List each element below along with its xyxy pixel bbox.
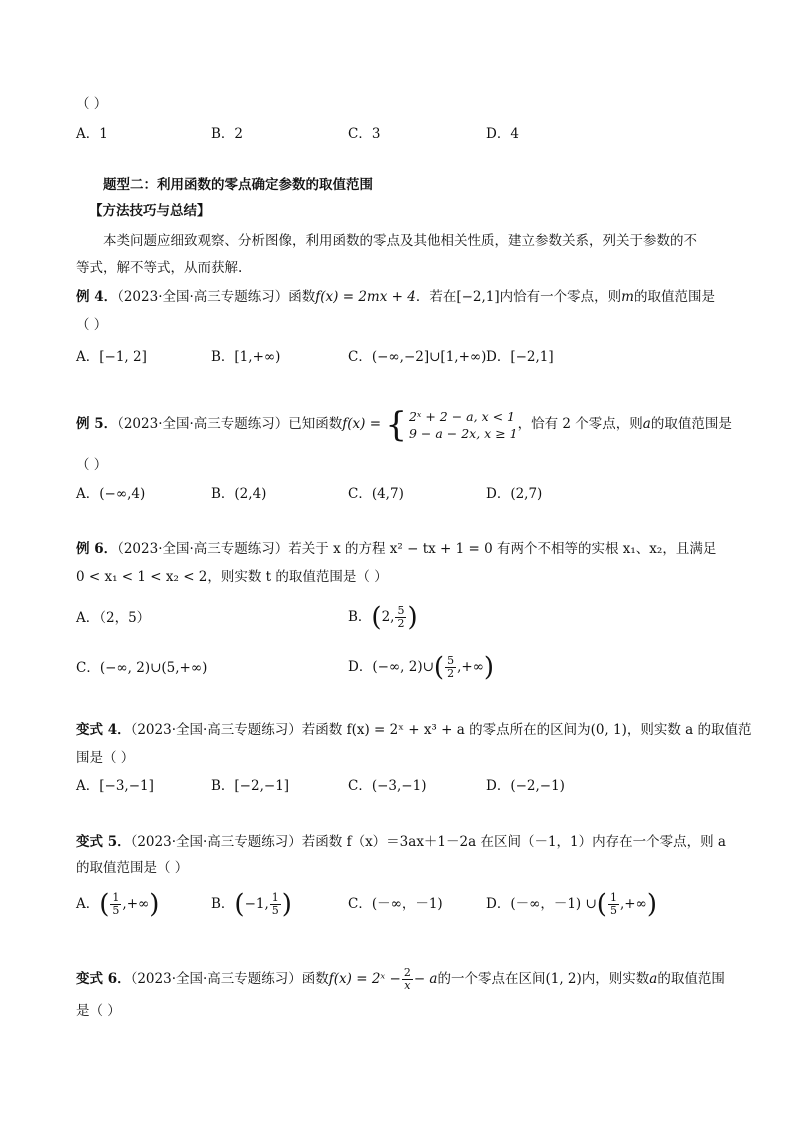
paren-close: ) <box>281 889 292 920</box>
denominator: 5 <box>609 904 617 917</box>
option-b-prefix: B． <box>348 609 372 625</box>
variant-6-line-2: 是（ ） <box>76 1003 121 1019</box>
variant-5-option-a <box>76 887 159 921</box>
numerator: 2 <box>403 966 411 979</box>
example-5-stem <box>76 404 732 445</box>
example-4-source: （2023·全国·高三专题练习）函数 <box>117 289 316 305</box>
paren-open: ( <box>99 889 110 920</box>
example-6-line-2: 0 < x₁ < 1 < x₂ < 2，则实数 t 的取值范围是（ ） <box>76 569 388 585</box>
example-5-option-b: B．(2,4) <box>211 486 267 502</box>
example-4-var: m <box>621 289 634 305</box>
fraction <box>110 892 121 917</box>
example-4-label: 例 4． <box>76 289 118 305</box>
example-5-option-d: D．(2,7) <box>486 486 543 502</box>
example-4-tail: 内恰有一个零点，则 <box>499 289 622 305</box>
example-5-option-c: C．(4,7) <box>348 486 404 502</box>
numerator: 1 <box>271 891 279 904</box>
numerator: 5 <box>397 604 405 617</box>
option-d-right: ,+∞ <box>619 896 647 912</box>
example-6-label: 例 6． <box>76 541 118 557</box>
variant-6-tail: 的一个零点在区间 <box>437 971 546 987</box>
section-title: 题型二：利用函数的零点确定参数的取值范围 <box>103 177 373 193</box>
variant-5-option-b <box>211 887 292 921</box>
variant-4-option-a: A．[−3,−1] <box>76 778 154 794</box>
fraction <box>445 655 456 680</box>
variant-6-interval: (1, 2) <box>545 971 582 987</box>
answer-paren: （ ） <box>76 96 108 112</box>
variant-5-option-d <box>486 887 657 921</box>
fraction <box>608 892 619 917</box>
variant-4-option-c: C．(−3,−1) <box>348 778 427 794</box>
option-b: B．2 <box>211 126 244 142</box>
example-6-option-a: A．（2，5） <box>76 610 151 626</box>
variant-6-end: 的取值范围 <box>657 971 725 987</box>
paren-close: ) <box>646 889 657 920</box>
piece-row-2: 9 − a − 2x, x ≥ 1 <box>408 425 518 441</box>
option-d-right: ,+∞ <box>457 659 484 675</box>
option-d-prefix: D．(－∞，－1) ∪ <box>486 896 597 912</box>
fraction <box>270 892 281 917</box>
paren-close: ) <box>407 602 418 633</box>
variant-4-line-2: 围是（ ） <box>76 750 135 766</box>
variant-6-var: a <box>649 971 658 987</box>
left-brace: { <box>385 404 407 445</box>
paren-close: ) <box>483 652 495 683</box>
variant-5-option-c: C．(－∞，－1) <box>348 896 443 912</box>
example-6-text-1: （2023·全国·高三专题练习）若关于 x 的方程 x² − tx + 1 = 0 有两个不相等的实根 x₁、x₂，且满足 <box>117 541 717 557</box>
denominator: 5 <box>271 904 279 917</box>
variant-6-line-1 <box>76 964 725 994</box>
option-b-left: 2, <box>381 609 395 625</box>
example-6-option-c: C．(−∞, 2)∪(5,+∞) <box>76 660 208 676</box>
variant-6-func-left: f(x) = 2ˣ − <box>328 971 401 987</box>
method-text-2: 等式，解不等式，从而获解. <box>76 260 243 276</box>
example-4-paren: （ ） <box>76 317 108 333</box>
paren-open: ( <box>433 652 445 683</box>
example-5-end: 的取值范围是 <box>650 416 732 432</box>
option-c: C．3 <box>348 126 381 142</box>
example-5-paren: （ ） <box>76 457 108 473</box>
variant-4-line-1 <box>76 720 752 740</box>
fraction <box>395 605 406 630</box>
example-4-end: 的取值范围是 <box>633 289 715 305</box>
example-4-interval: [−2,1] <box>456 289 500 305</box>
method-text-1: 本类问题应细致观察、分析图像，利用函数的零点及其他相关性质，建立参数关系，列关于参数的不 <box>103 233 697 249</box>
option-b-prefix: B． <box>211 896 235 912</box>
option-d: D．4 <box>486 126 519 142</box>
paren-close: ) <box>149 889 160 920</box>
option-d-prefix: D．(−∞, 2)∪ <box>348 659 434 675</box>
variant-5-label: 变式 5． <box>76 834 131 850</box>
piecewise-function <box>385 404 518 445</box>
numerator: 5 <box>447 654 455 667</box>
option-b-left: −1, <box>244 896 269 912</box>
option-a: A．1 <box>76 126 108 142</box>
variant-4-text-1: （2023·全国·高三专题练习）若函数 f(x) = 2ˣ + x³ + a 的零点所在的区间为(0, 1)，则实数 a 的取值范 <box>130 722 752 738</box>
example-4-option-c: C．(−∞,−2]∪[1,+∞) <box>348 349 487 365</box>
variant-6-source: （2023·全国·高三专题练习）函数 <box>130 971 329 987</box>
variant-4-option-b: B．[−2,−1] <box>211 778 290 794</box>
variant-6-label: 变式 6． <box>76 971 131 987</box>
denominator: 2 <box>447 667 455 680</box>
paren-open: ( <box>596 889 607 920</box>
variant-6-tail-2: 内，则实数 <box>581 971 650 987</box>
example-4-option-b: B．[1,+∞) <box>211 349 281 365</box>
denominator: 2 <box>397 617 405 630</box>
method-header: 【方法技巧与总结】 <box>89 203 211 219</box>
variant-5-text-1: （2023·全国·高三专题练习）若函数 f（x）＝3ax＋1－2a 在区间（－1，1）内存在一个零点，则 a <box>130 834 726 850</box>
example-4-option-a: A．[−1, 2] <box>76 349 147 365</box>
example-4-function: f(x) = 2mx + 4 <box>315 289 416 305</box>
variant-5-line-2: 的取值范围是（ ） <box>76 860 189 876</box>
example-5-fx: f(x) = <box>342 416 382 432</box>
denominator: 5 <box>112 904 120 917</box>
example-4-stem <box>76 287 715 307</box>
option-a-prefix: A． <box>76 896 100 912</box>
example-5-label: 例 5． <box>76 416 118 432</box>
variant-4-option-d: D．(−2,−1) <box>486 778 565 794</box>
paren-open: ( <box>234 889 245 920</box>
numerator: 1 <box>112 891 120 904</box>
example-5-var: a <box>642 416 651 432</box>
paren-open: ( <box>371 602 382 633</box>
example-4-mid: ．若在 <box>415 289 457 305</box>
numerator: 1 <box>609 891 617 904</box>
example-6-option-d <box>348 650 494 684</box>
example-5-tail: ，恰有 2 个零点，则 <box>517 416 643 432</box>
example-6-line-1 <box>76 539 716 559</box>
variant-4-label: 变式 4． <box>76 722 131 738</box>
example-4-option-d: D．[−2,1] <box>486 349 554 365</box>
denominator: x <box>404 979 411 992</box>
fraction <box>402 967 413 992</box>
example-6-option-b <box>348 600 418 634</box>
variant-5-line-1 <box>76 832 726 852</box>
example-5-option-a: A．(−∞,4) <box>76 486 146 502</box>
example-5-source: （2023·全国·高三专题练习）已知函数 <box>117 416 343 432</box>
variant-6-func-right: − a <box>413 971 438 987</box>
option-a-right: ,+∞ <box>122 896 150 912</box>
piece-row-1: 2ˣ + 2 − a, x < 1 <box>408 408 515 424</box>
